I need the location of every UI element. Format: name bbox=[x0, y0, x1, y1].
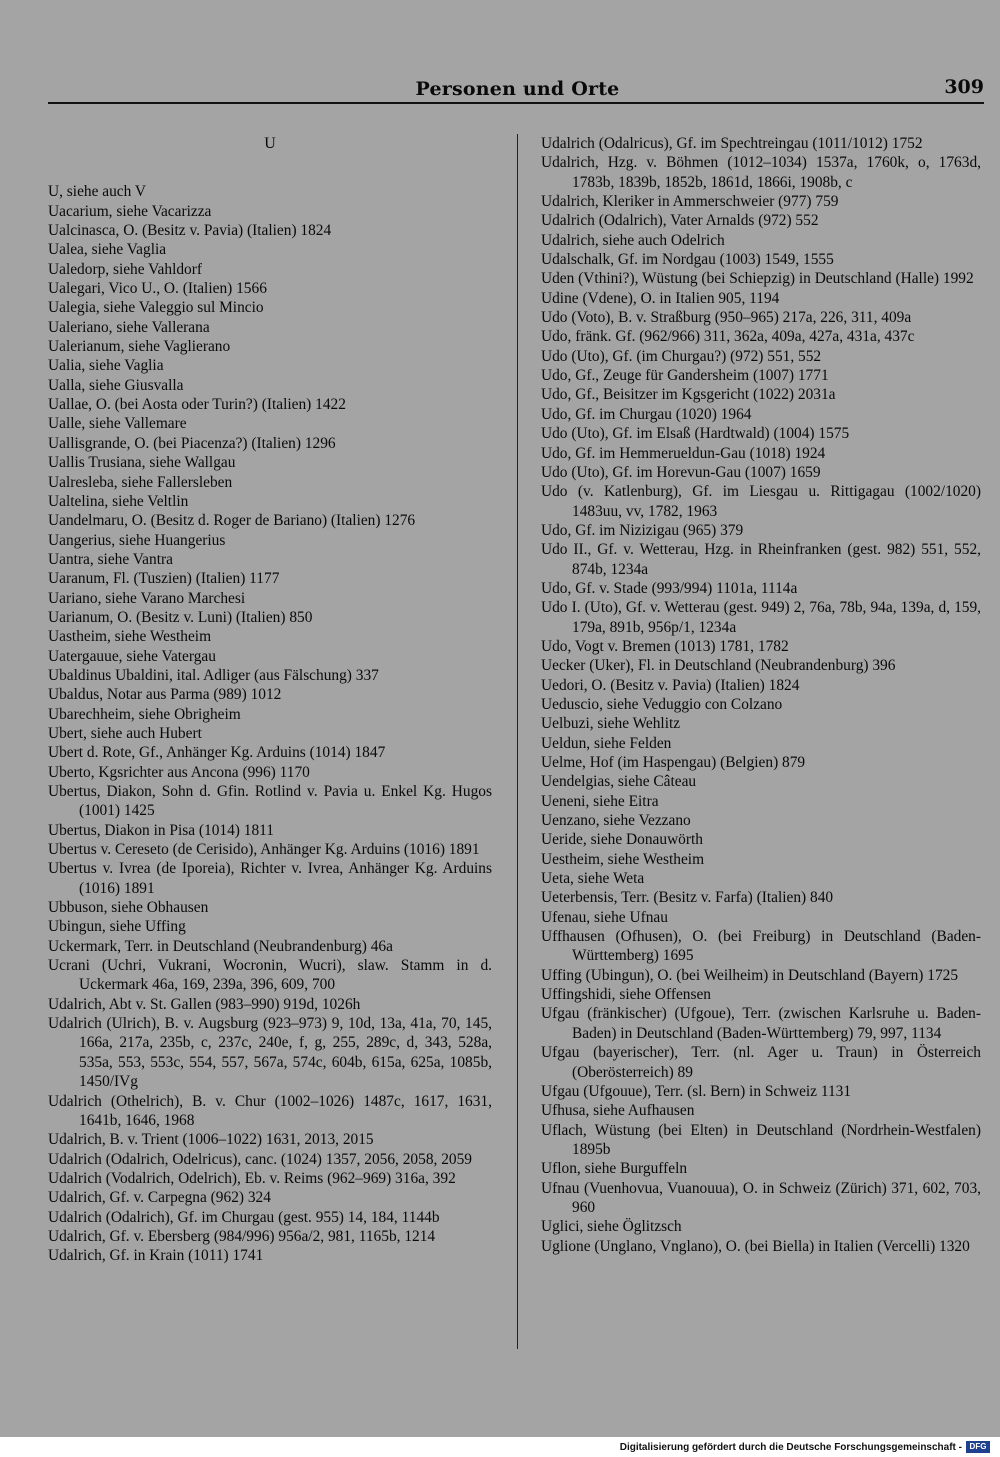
index-entry: Ualtelina, siehe Veltlin bbox=[48, 492, 189, 510]
index-entry: Ualea, siehe Vaglia bbox=[48, 241, 167, 259]
index-entry: Uendelgias, siehe Câteau bbox=[541, 773, 697, 791]
index-entry: Uariano, siehe Varano Marchesi bbox=[48, 589, 246, 607]
index-entry: Ufnau (Vuenhovua, Vuanouua), O. in Schweiz (Zürich) 371, 602, 703, 960 bbox=[541, 1179, 981, 1216]
index-entry: Uedori, O. (Besitz v. Pavia) (Italien) 1824 bbox=[541, 676, 800, 694]
index-entry: Udalrich (Odalricus), Gf. im Spechtreingau (1011/1012) 1752 bbox=[541, 135, 923, 152]
index-entry: Udalrich, Abt v. St. Gallen (983–990) 919d, 1026h bbox=[48, 995, 361, 1013]
index-entry: Udo, fränk. Gf. (962/966) 311, 362a, 409a, 427a, 431a, 437c bbox=[541, 328, 915, 346]
index-entry: Uglici, siehe Öglitzsch bbox=[541, 1218, 682, 1236]
index-entry: Uarianum, O. (Besitz v. Luni) (Italien) 850 bbox=[48, 608, 313, 626]
index-entry: Udine (Vdene), O. in Italien 905, 1194 bbox=[541, 289, 780, 307]
footer bbox=[620, 1439, 990, 1455]
index-entry: Ubingun, siehe Uffing bbox=[48, 918, 186, 936]
index-entry: Ualedorp, siehe Vahldorf bbox=[48, 260, 203, 278]
index-entry: Ufgau (Ufgouue), Terr. (sl. Bern) in Schweiz 1131 bbox=[541, 1082, 852, 1100]
index-entry: Uglione (Unglano, Vnglano), O. (bei Biella) in Italien (Vercelli) 1320 bbox=[541, 1237, 970, 1255]
index-entry: Ualegia, siehe Valeggio sul Mincio bbox=[48, 299, 264, 317]
index-entry: Ualla, siehe Giusvalla bbox=[48, 376, 184, 394]
index-entry: Udo, Gf. v. Stade (993/994) 1101a, 1114a bbox=[541, 579, 798, 597]
index-entry: Ueride, siehe Donauwörth bbox=[541, 831, 703, 849]
index-entry: Ualegari, Vico U., O. (Italien) 1566 bbox=[48, 280, 267, 298]
index-entry: Ubertus v. Cereseto (de Cerisido), Anhänger Kg. Arduins (1016) 1891 bbox=[48, 841, 480, 859]
index-entry: Uflon, siehe Burguffeln bbox=[541, 1160, 688, 1178]
index-entry: Uffhausen (Ofhusen), O. (bei Freiburg) in Deutschland (Baden-Württemberg) 1695 bbox=[541, 928, 981, 965]
index-entry: Uelme, Hof (im Haspengau) (Belgien) 879 bbox=[541, 754, 806, 771]
index-entry: Udalrich (Vodalrich, Odelrich), Eb. v. Reims (962–969) 316a, 392 bbox=[48, 1169, 456, 1187]
index-entry: Udo, Gf. im Hemmerueldun-Gau (1018) 1924 bbox=[541, 444, 826, 462]
index-entry: Uangerius, siehe Huangerius bbox=[48, 531, 226, 549]
column-divider bbox=[517, 134, 518, 1349]
index-entry: Uallae, O. (bei Aosta oder Turin?) (Italien) 1422 bbox=[48, 396, 346, 414]
index-entry: Udalrich, Gf. in Krain (1011) 1741 bbox=[48, 1247, 264, 1265]
left-column bbox=[48, 134, 492, 1266]
index-entry: Uffingshidi, siehe Offensen bbox=[541, 986, 711, 1004]
index-entry: Uacarium, siehe Vacarizza bbox=[48, 202, 212, 220]
index-entry: Uantra, siehe Vantra bbox=[48, 550, 173, 568]
index-entry: Udalrich, B. v. Trient (1006–1022) 1631, 2013, 2015 bbox=[48, 1131, 374, 1149]
index-entry: Ualia, siehe Vaglia bbox=[48, 357, 164, 375]
index-entry: Uandelmaru, O. (Besitz d. Roger de Bariano) (Italien) 1276 bbox=[48, 512, 416, 530]
index-entry: Udo (Uto), Gf. im Elsaß (Hardtwald) (1004) 1575 bbox=[541, 425, 850, 443]
section-letter: U bbox=[264, 135, 276, 152]
index-entry: Udalrich (Odalrich, Odelricus), canc. (1024) 1357, 2056, 2058, 2059 bbox=[48, 1150, 472, 1168]
page-number: 309 bbox=[944, 76, 984, 98]
index-entry: Ualle, siehe Vallemare bbox=[48, 415, 187, 433]
index-entry: Udo (Uto), Gf. im Horevun-Gau (1007) 1659 bbox=[541, 463, 821, 481]
index-entry: Uastheim, siehe Westheim bbox=[48, 628, 212, 646]
index-entry: Uaranum, Fl. (Tuszien) (Italien) 1177 bbox=[48, 570, 280, 588]
index-entry: Ucrani (Uchri, Vukrani, Wocronin, Wucri), slaw. Stamm in d. Uckermark 46a, 169, 239a, 396, 609, 700 bbox=[48, 957, 492, 994]
index-entry: Ufgau (fränkischer) (Ufgoue), Terr. (zwischen Karlsruhe u. Baden-Baden) in Deutschland (Baden-Württemberg) 79, 997, 1134 bbox=[541, 1005, 981, 1042]
index-entry: Uallisgrande, O. (bei Piacenza?) (Italien) 1296 bbox=[48, 434, 336, 452]
index-entry: Ufgau (bayerischer), Terr. (nl. Ager u. Traun) in Österreich (Oberösterreich) 89 bbox=[541, 1044, 981, 1081]
index-entry: Ueldun, siehe Felden bbox=[541, 734, 672, 752]
right-column bbox=[541, 134, 981, 1256]
index-entry: Udalrich, Gf. v. Ebersberg (984/996) 956a/2, 981, 1165b, 1214 bbox=[48, 1227, 436, 1245]
header-rule bbox=[48, 102, 984, 104]
index-entry: Ubbuson, siehe Obhausen bbox=[48, 899, 209, 917]
index-entry: Ualeriano, siehe Vallerana bbox=[48, 318, 210, 336]
index-entry: Udo, Gf. im Nizizigau (965) 379 bbox=[541, 521, 744, 539]
index-entry: Ualresleba, siehe Fallersleben bbox=[48, 473, 233, 491]
index-entry: Ubertus, Diakon, Sohn d. Gfin. Rotlind v. Pavia u. Enkel Kg. Hugos (1001) 1425 bbox=[48, 783, 492, 820]
footer-credit: Digitalisierung gefördert durch die Deutsche Forschungsgemeinschaft - bbox=[619, 1441, 962, 1453]
index-entry: Ubert, siehe auch Hubert bbox=[48, 724, 202, 742]
index-entry: Uelbuzi, siehe Wehlitz bbox=[541, 715, 681, 733]
index-entry: Udo II., Gf. v. Wetterau, Hzg. in Rheinfranken (gest. 982) 551, 552, 874b, 1234a bbox=[541, 541, 981, 578]
index-entry: Ualerianum, siehe Vaglierano bbox=[48, 338, 231, 356]
index-entry: Ubaldus, Notar aus Parma (989) 1012 bbox=[48, 686, 282, 704]
index-entry: Udalrich (Ulrich), B. v. Augsburg (923–973) 9, 10d, 13a, 41a, 70, 145, 166a, 217a, 235b, c, 237c, 240e, f, g, 255, 289c, d, 343, 528a, 535a, 553, 553c, 554, 557, 567a, 574c, 604b, 615a, 625a, 1085b, 1450/IVg bbox=[48, 1015, 492, 1091]
index-entry: Uestheim, siehe Westheim bbox=[541, 850, 705, 868]
index-entry: Ufhusa, siehe Aufhausen bbox=[541, 1102, 695, 1120]
index-entry: Udo (Voto), B. v. Straßburg (950–965) 217a, 226, 311, 409a bbox=[541, 309, 912, 327]
index-entry: Ubarechheim, siehe Obrigheim bbox=[48, 705, 241, 723]
index-entry: Ufenau, siehe Ufnau bbox=[541, 908, 668, 926]
index-entry: Udo, Gf., Zeuge für Gandersheim (1007) 1771 bbox=[541, 367, 829, 385]
index-entry: Udalrich, Hzg. v. Böhmen (1012–1034) 1537a, 1760k, o, 1763d, 1783b, 1839b, 1852b, 1861d, 1866i, 1908b, c bbox=[541, 154, 981, 191]
index-entry: Ubert d. Rote, Gf., Anhänger Kg. Arduins (1014) 1847 bbox=[48, 744, 386, 762]
index-entry: Udo I. (Uto), Gf. v. Wetterau (gest. 949) 2, 76a, 78b, 94a, 139a, d, 159, 179a, 891b, 956p/1, 1234a bbox=[541, 599, 981, 636]
index-entry: Uden (Vthini?), Wüstung (bei Schiepzig) in Deutschland (Halle) 1992 bbox=[541, 270, 974, 288]
index-entry: Udalrich (Odalrich), Vater Arnalds (972) 552 bbox=[541, 212, 819, 230]
index-entry: Uffing (Ubingun), O. (bei Weilheim) in Deutschland (Bayern) 1725 bbox=[541, 966, 959, 984]
index-entry: Udalrich, Gf. v. Carpegna (962) 324 bbox=[48, 1189, 271, 1207]
index-entry: Uallis Trusiana, siehe Wallgau bbox=[48, 454, 236, 472]
index-entry: Ueta, siehe Weta bbox=[541, 870, 645, 888]
index-entry: Ueduscio, siehe Veduggio con Colzano bbox=[541, 695, 783, 713]
index-entry: Ubaldinus Ubaldini, ital. Adliger (aus Fälschung) 337 bbox=[48, 666, 379, 684]
index-entry: Udalrich (Odalrich), Gf. im Churgau (gest. 955) 14, 184, 1144b bbox=[48, 1208, 440, 1226]
index-entry: Uberto, Kgsrichter aus Ancona (996) 1170 bbox=[48, 763, 310, 781]
index-entry: Udalrich (Othelrich), B. v. Chur (1002–1026) 1487c, 1617, 1631, 1641b, 1646, 1968 bbox=[48, 1092, 492, 1129]
index-entry: Udo, Gf., Beisitzer im Kgsgericht (1022) 2031a bbox=[541, 386, 836, 404]
index-entry: Uenzano, siehe Vezzano bbox=[541, 812, 691, 830]
index-entry: Ualcinasca, O. (Besitz v. Pavia) (Italien) 1824 bbox=[48, 222, 332, 240]
index-entry: U, siehe auch V bbox=[48, 183, 147, 201]
index-entry: Ubertus v. Ivrea (de Iporeia), Richter v. Ivrea, Anhänger Kg. Arduins (1016) 1891 bbox=[48, 860, 492, 897]
index-entry: Uatergauue, siehe Vatergau bbox=[48, 647, 216, 665]
index-entry: Udalrich, Kleriker in Ammerschweier (977) 759 bbox=[541, 193, 839, 211]
index-entry: Udalrich, siehe auch Odelrich bbox=[541, 231, 725, 249]
index-entry: Udo, Vogt v. Bremen (1013) 1781, 1782 bbox=[541, 637, 789, 655]
index-entry: Ubertus, Diakon in Pisa (1014) 1811 bbox=[48, 821, 274, 839]
index-entry: Uecker (Uker), Fl. in Deutschland (Neubrandenburg) 396 bbox=[541, 657, 896, 675]
index-entry: Ueterbensis, Terr. (Besitz v. Farfa) (Italien) 840 bbox=[541, 889, 834, 907]
dfg-logo-icon: DFG bbox=[966, 1441, 990, 1453]
index-entry: Uflach, Wüstung (bei Elten) in Deutschland (Nordrhein-Westfalen) 1895b bbox=[541, 1121, 981, 1158]
index-entry: Udalschalk, Gf. im Nordgau (1003) 1549, 1555 bbox=[541, 251, 834, 269]
index-entry: Uckermark, Terr. in Deutschland (Neubrandenburg) 46a bbox=[48, 937, 393, 955]
index-entry: Udo, Gf. im Churgau (1020) 1964 bbox=[541, 405, 752, 423]
index-entry: Udo (Uto), Gf. (im Churgau?) (972) 551, 552 bbox=[541, 347, 822, 365]
index-entry: Ueneni, siehe Eitra bbox=[541, 792, 659, 810]
page-title: Personen und Orte bbox=[415, 78, 620, 100]
index-entry: Udo (v. Katlenburg), Gf. im Liesgau u. Rittigagau (1002/1020) 1483uu, vv, 1782, 1963 bbox=[541, 483, 981, 520]
